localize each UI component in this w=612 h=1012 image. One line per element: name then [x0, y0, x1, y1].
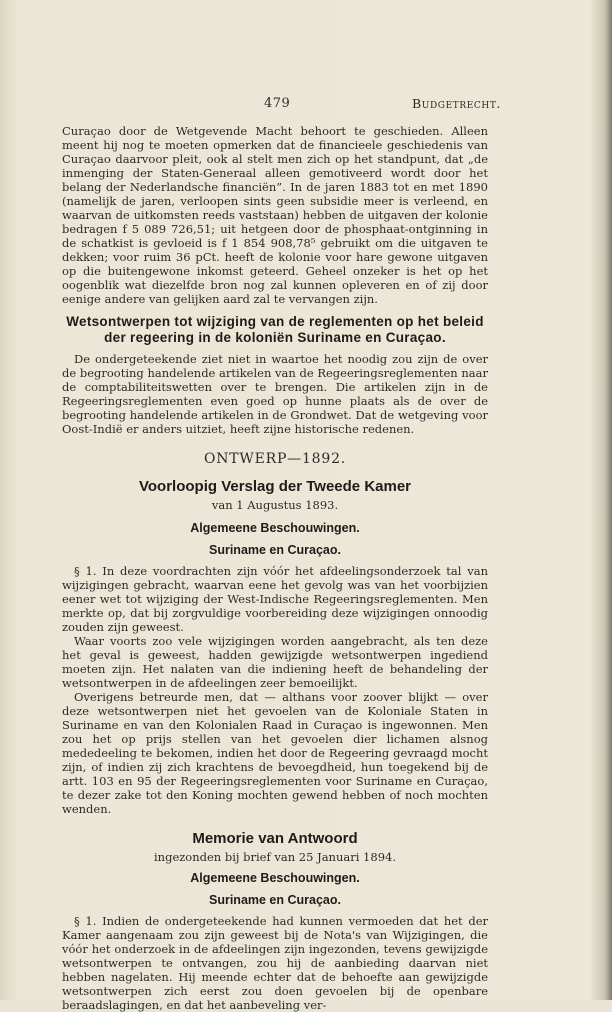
- page-header: [0, 96, 612, 116]
- verslag-date: van 1 Augustus 1893.: [211, 498, 339, 512]
- section-paragraph: De ondergeteekende ziet niet in waartoe het noodig zou zijn de over de begrooting handelende artikelen van de Regeeringsreglementen naar de comptabiliteitswetten over te brengen. Die artikelen zijn in de Regeeringsreglementen even goed op hunne plaats als de over de begrooting handelende artikelen in de Grondwet. Dat de wetgeving voor Oost-Indië er anders uitziet, heeft zijne historische redenen.: [62, 352, 488, 436]
- memorie-subheading-suriname: Suriname en Curaçao.: [209, 893, 341, 907]
- page-body: [62, 124, 488, 1012]
- verslag-subheading-suriname: Suriname en Curaçao.: [209, 543, 341, 557]
- verslag-title: Voorloopig Verslag der Tweede Kamer: [138, 478, 412, 495]
- memorie-subheading-algemeene: Algemeene Beschouwingen.: [190, 871, 360, 885]
- section-title-wetsontwerpen: Wetsontwerpen tot wijziging van de reglementen op het beleid der regeering in de koloniën Suriname en Curaçao.: [66, 314, 484, 345]
- verslag-paragraph: § 1. In deze voordrachten zijn vóór het afdeelingsonderzoek tal van wijzigingen gebracht, waarvan eene het gevolg was van het voorbijzien eener wet tot wijziging der West-Indische Regeeringsreglementen. Men merkte op, dat bij zorgvuldige voorbereiding deze wijzigingen onnoodig zouden zijn geweest.: [62, 564, 488, 634]
- verslag-subheading-algemeene: Algemeene Beschouwingen.: [190, 521, 360, 535]
- continued-paragraph: Curaçao door de Wetgevende Macht behoort te geschieden. Alleen meent hij nog te moeten opmerken dat de financieele geschiedenis van Curaçao daarvoor pleit, ook al stelt men zich op het standpunt, dat „de inmenging der Staten-Generaal alleen gemotiveerd wordt door het belang der Nederlandsche financiën”. In de jaren 1883 tot en met 1890 (namelijk de jaren, verloopen sints geen subsidie meer is verleend, en waarvan de uitkomsten reeds vaststaan) hebben de uitgaven der kolonie bedragen f 5 089 726,51; uit hetgeen door de phosphaat-ontginning in de schatkist is gevloeid is f 1 854 908,78⁵ gebruikt om die uitgaven te dekken; voor ruim 36 pCt. heeft de kolonie voor hare gewone uitgaven op die buitengewone inkomst geteerd. Geheel onzeker is het op het oogenblik wat diezelfde bron nog zal kunnen opleveren en of zij door eenige andere van gelijken aard zal te vervangen zijn.: [62, 124, 488, 306]
- ontwerp-heading: ONTWERP—1892.: [203, 451, 347, 467]
- memorie-title: Memorie van Antwoord: [192, 830, 358, 847]
- page-number: 479: [264, 96, 291, 111]
- memorie-date: ingezonden bij brief van 25 Januari 1894.: [154, 850, 396, 864]
- memorie-paragraph: § 1. Indien de ondergeteekende had kunnen vermoeden dat het der Kamer aangenaam zou zijn geweest bij de Nota's van Wijzigingen, die vóór het onderzoek in de afdeelingen zijn ingezonden, tevens gewijzigde wetsontwerpen te ontvangen, zou hij de aanbieding daarvan niet hebben nagelaten. Hij meende echter dat de behoefte aan gewijzigde wetsontwerpen zich eerst zou doen gevoelen bij de openbare beraadslagingen, en dat het aanbeveling ver-: [62, 914, 488, 1012]
- verslag-paragraph: Waar voorts zoo vele wijzigingen worden aangebracht, als ten deze het geval is geweest, hadden gewijzigde wetsontwerpen ingediend moeten zijn. Het nalaten van die indiening heeft de behandeling der wetsontwerpen in de afdeelingen zeer bemoeilijkt.: [62, 634, 488, 690]
- running-head: Budgetrecht.: [412, 96, 502, 111]
- verslag-paragraph: Overigens betreurde men, dat — althans voor zoover blijkt — over deze wetsontwerpen niet het gevoelen van de Koloniale Staten in Suriname en van den Kolonialen Raad in Curaçao is ingewonnen. Men zou het op prijs stellen van het gevoelen dier lichamen alsnog mededeeling te bekomen, indien het door de Regeering gevraagd mocht zijn, of indien zij zich krachtens de bevoegdheid, hun toegekend bij de artt. 103 en 95 der Regeeringsreglementen voor Suriname en Curaçao, te dezer zake tot den Koning mochten gewend hebben of noch mochten wenden.: [62, 690, 488, 816]
